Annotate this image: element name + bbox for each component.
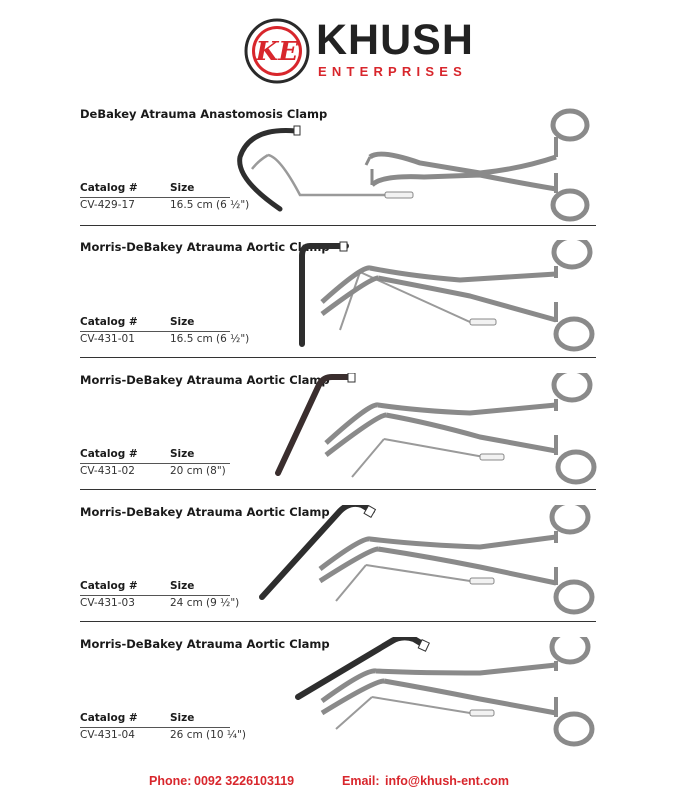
size-label: Size xyxy=(170,448,195,460)
email-link[interactable]: info@khush-ent.com xyxy=(385,774,509,788)
header xyxy=(0,8,689,88)
clamp-illustration xyxy=(0,240,689,372)
product-section-1 xyxy=(0,107,689,239)
product-section-2 xyxy=(0,240,689,372)
catalog-label: Catalog # xyxy=(80,448,138,460)
catalog-label: Catalog # xyxy=(80,580,138,592)
phone-label: Phone: xyxy=(149,774,192,788)
size-label: Size xyxy=(170,712,195,724)
size-value: 26 cm (10 ¼") xyxy=(170,729,246,741)
section-divider xyxy=(80,357,596,358)
size-label: Size xyxy=(170,580,195,592)
catalog-number: CV-429-17 xyxy=(80,199,135,211)
catalog-label: Catalog # xyxy=(80,316,138,328)
phone-number[interactable]: 0092 3226103119 xyxy=(194,774,295,788)
catalog-number: CV-431-02 xyxy=(80,465,135,477)
size-value: 24 cm (9 ½") xyxy=(170,597,240,609)
section-divider xyxy=(80,489,596,490)
catalog-number: CV-431-04 xyxy=(80,729,135,741)
size-label: Size xyxy=(170,316,195,328)
brand-name: KHUSH xyxy=(316,16,474,64)
logo-badge-icon xyxy=(244,18,310,84)
catalog-label: Catalog # xyxy=(80,712,138,724)
clamp-illustration xyxy=(0,505,689,637)
section-divider xyxy=(80,621,596,622)
clamp-illustration xyxy=(0,107,689,239)
product-title: Morris-DeBakey Atrauma Aortic Clamp xyxy=(80,505,330,519)
product-title: Morris-DeBakey Atrauma Aortic Clamp xyxy=(80,240,330,254)
contact-footer xyxy=(0,774,689,794)
size-label: Size xyxy=(170,182,195,194)
product-section-4 xyxy=(0,505,689,637)
email-label: Email: xyxy=(342,774,380,788)
size-value: 20 cm (8") xyxy=(170,465,226,477)
clamp-illustration xyxy=(0,373,689,505)
size-value: 16.5 cm (6 ½") xyxy=(170,333,250,345)
product-title: Morris-DeBakey Atrauma Aortic Clamp xyxy=(80,637,330,651)
brand-subtitle: ENTERPRISES xyxy=(318,64,467,79)
section-divider xyxy=(80,225,596,226)
product-section-3 xyxy=(0,373,689,505)
logo-monogram: KE xyxy=(255,37,299,67)
catalog-number: CV-431-03 xyxy=(80,597,135,609)
clamp-illustration xyxy=(0,637,689,769)
catalog-number: CV-431-01 xyxy=(80,333,135,345)
size-value: 16.5 cm (6 ½") xyxy=(170,199,250,211)
product-title: Morris-DeBakey Atrauma Aortic Clamp xyxy=(80,373,330,387)
product-section-5 xyxy=(0,637,689,769)
product-title: DeBakey Atrauma Anastomosis Clamp xyxy=(80,107,328,121)
catalog-label: Catalog # xyxy=(80,182,138,194)
